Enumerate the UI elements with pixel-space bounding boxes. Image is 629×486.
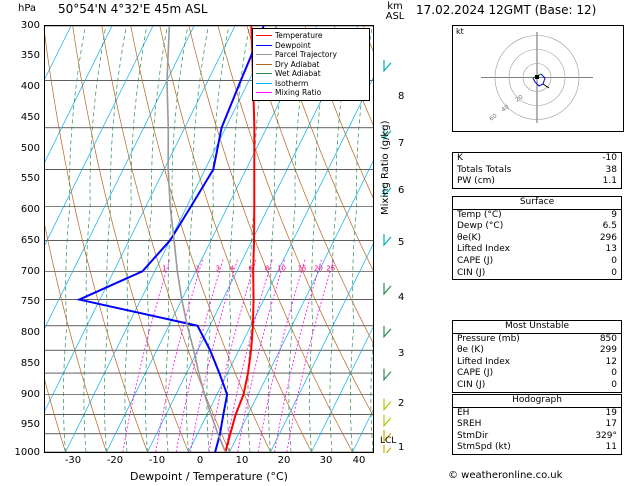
km-label: km <box>387 1 403 12</box>
legend-item <box>256 79 366 89</box>
indices-table <box>452 152 622 189</box>
row-label: Lifted Index <box>457 356 510 367</box>
table-row <box>453 165 621 177</box>
table-section-title: Hodograph <box>453 395 621 408</box>
hodograph-table <box>452 394 622 455</box>
svg-text:2: 2 <box>195 264 200 273</box>
row-value: 850 <box>599 333 617 344</box>
row-label: Temp (°C) <box>457 209 502 220</box>
surface-table <box>452 196 622 280</box>
temperature-axis-labels <box>44 455 374 469</box>
altitude-axis <box>376 25 408 453</box>
legend-swatch-icon <box>256 92 272 93</box>
asl-label: ASL <box>385 11 405 22</box>
ytick: 800 <box>20 327 40 338</box>
km-tick: 3 <box>398 348 405 359</box>
xtick: 20 <box>277 455 291 466</box>
svg-text:15: 15 <box>297 264 307 273</box>
pressure-axis-labels <box>0 20 42 458</box>
row-label: K <box>457 153 463 163</box>
x-axis-title: Dewpoint / Temperature (°C) <box>130 470 288 483</box>
table-row <box>453 176 621 188</box>
svg-text:4: 4 <box>229 264 235 273</box>
xtick: -20 <box>106 455 124 466</box>
svg-text:3: 3 <box>215 264 221 273</box>
row-value: 6.5 <box>602 221 617 232</box>
legend-label: Dry Adiabat <box>275 59 320 69</box>
ytick: 1000 <box>14 447 40 458</box>
mixing-ratio-axis-title: Mixing Ratio (g/kg) <box>380 120 391 215</box>
row-value: 9 <box>611 209 617 220</box>
ytick: 550 <box>20 173 40 184</box>
station-title: 50°54'N 4°32'E 45m ASL <box>58 2 208 16</box>
km-tick: 8 <box>398 91 405 102</box>
legend-swatch-icon <box>256 35 272 36</box>
km-tick: 6 <box>398 185 405 196</box>
table-row <box>453 431 621 443</box>
pressure-unit-label: hPa <box>18 3 37 14</box>
svg-text:10: 10 <box>277 264 286 273</box>
table-row <box>453 221 621 233</box>
svg-text:20: 20 <box>514 93 525 104</box>
hodograph-unit-label: kt <box>456 27 464 36</box>
row-value: 329° <box>595 430 617 441</box>
table-row <box>453 268 621 280</box>
xtick: 0 <box>196 455 204 466</box>
legend-swatch-icon <box>256 45 272 46</box>
svg-text:20: 20 <box>313 264 323 273</box>
svg-text:60: 60 <box>488 112 499 123</box>
ytick: 400 <box>20 81 40 92</box>
table-row <box>453 380 621 392</box>
legend-item <box>256 41 366 51</box>
row-value: 0 <box>611 368 617 379</box>
table-row <box>453 368 621 380</box>
row-value: 299 <box>599 345 617 356</box>
row-value: 296 <box>599 232 617 243</box>
row-value: -10 <box>602 153 617 163</box>
hodograph-canvas <box>453 26 621 129</box>
legend-label: Isotherm <box>275 78 309 88</box>
row-label: θe(K) <box>457 232 481 243</box>
legend-item <box>256 88 366 98</box>
legend-label: Temperature <box>275 31 323 40</box>
table-row <box>453 345 621 357</box>
ytick: 350 <box>20 50 40 61</box>
table-row <box>453 210 621 222</box>
ytick: 650 <box>20 235 40 246</box>
table-row <box>453 408 621 420</box>
ytick: 600 <box>20 204 40 215</box>
svg-text:6: 6 <box>248 264 253 273</box>
ytick: 850 <box>20 358 40 369</box>
row-value: 11 <box>605 442 617 453</box>
km-tick: 7 <box>398 138 405 149</box>
table-row <box>453 419 621 431</box>
table-row <box>453 153 621 165</box>
legend-label: Wet Adiabat <box>275 69 321 78</box>
hodograph-panel <box>452 25 624 132</box>
table-row <box>453 334 621 346</box>
svg-text:40: 40 <box>500 103 511 114</box>
datetime-title: 17.02.2024 12GMT (Base: 12) <box>416 3 597 17</box>
legend-label: Mixing Ratio <box>275 88 322 97</box>
ytick: 500 <box>20 143 40 154</box>
km-tick: 1 <box>398 442 405 453</box>
km-tick: 5 <box>398 237 405 248</box>
lcl-label: LCL <box>380 436 397 446</box>
row-label: θe (K) <box>457 345 484 356</box>
table-section-title: Most Unstable <box>453 321 621 334</box>
row-label: CIN (J) <box>457 267 486 278</box>
svg-text:8: 8 <box>264 264 270 273</box>
table-row <box>453 233 621 245</box>
row-label: Pressure (mb) <box>457 333 520 344</box>
ytick: 450 <box>20 112 40 123</box>
legend-item <box>256 60 366 70</box>
legend-swatch-icon <box>256 73 272 74</box>
row-label: CIN (J) <box>457 379 486 390</box>
row-value: 0 <box>611 255 617 266</box>
ytick: 300 <box>20 20 40 31</box>
table-row <box>453 357 621 369</box>
svg-text:1: 1 <box>162 264 167 273</box>
row-label: Dewp (°C) <box>457 221 504 232</box>
row-label: CAPE (J) <box>457 368 494 379</box>
row-value: 0 <box>611 379 617 390</box>
credit-label: © weatheronline.co.uk <box>448 470 563 481</box>
ytick: 750 <box>20 296 40 307</box>
row-value: 12 <box>605 356 617 367</box>
table-row <box>453 256 621 268</box>
legend-item <box>256 69 366 79</box>
xtick: 30 <box>319 455 333 466</box>
row-label: StmDir <box>457 430 489 441</box>
chart-legend <box>252 28 370 101</box>
km-tick: 4 <box>398 292 405 303</box>
legend-item <box>256 50 366 60</box>
row-label: Lifted Index <box>457 244 510 255</box>
row-value: 13 <box>605 244 617 255</box>
row-label: SREH <box>457 419 482 430</box>
legend-swatch-icon <box>256 54 272 55</box>
row-value: 17 <box>605 419 617 430</box>
table-section-title: Surface <box>453 197 621 210</box>
legend-swatch-icon <box>256 83 272 84</box>
legend-swatch-icon <box>256 64 272 65</box>
row-label: PW (cm) <box>457 176 495 187</box>
ytick: 700 <box>20 266 40 277</box>
xtick: -30 <box>64 455 82 466</box>
row-value: 0 <box>611 267 617 278</box>
xtick: -10 <box>148 455 166 466</box>
row-value: 19 <box>605 407 617 418</box>
row-label: EH <box>457 407 470 418</box>
row-label: Totals Totals <box>457 164 512 175</box>
legend-item <box>256 31 366 41</box>
xtick: 40 <box>352 455 366 466</box>
row-value: 38 <box>605 164 617 175</box>
km-axis-title <box>382 2 408 22</box>
xtick: 10 <box>235 455 249 466</box>
table-row <box>453 442 621 454</box>
svg-text:25: 25 <box>326 264 336 273</box>
km-tick: 2 <box>398 398 405 409</box>
table-row <box>453 244 621 256</box>
row-label: StmSpd (kt) <box>457 442 511 453</box>
legend-label: Dewpoint <box>275 40 311 50</box>
ytick: 900 <box>20 389 40 400</box>
most-unstable-table <box>452 320 622 393</box>
legend-label: Parcel Trajectory <box>275 50 337 59</box>
ytick: 950 <box>20 419 40 430</box>
row-label: CAPE (J) <box>457 255 494 266</box>
row-value: 1.1 <box>602 176 617 187</box>
